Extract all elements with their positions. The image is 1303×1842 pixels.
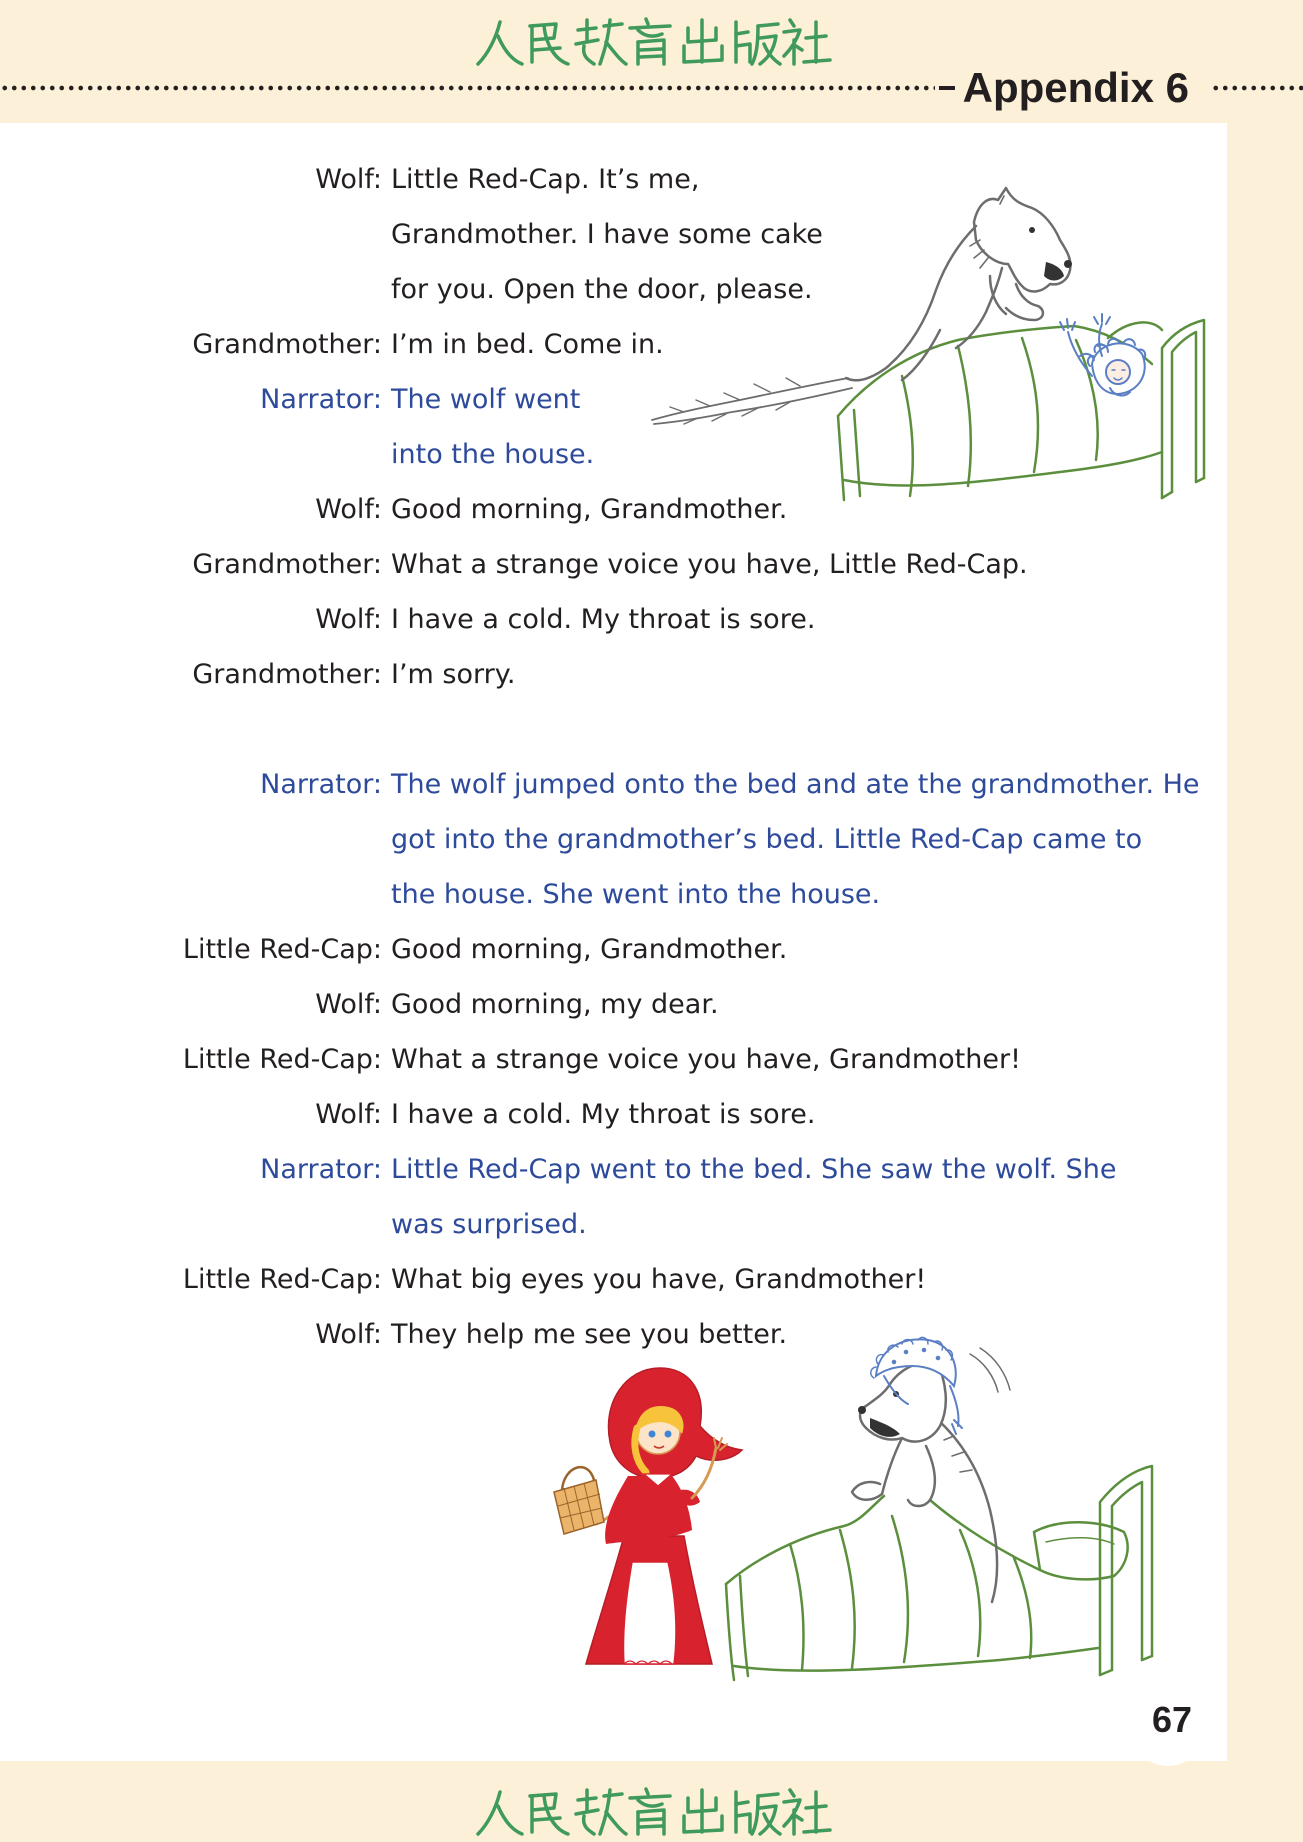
line-text: Good morning, my dear. [391,989,719,1020]
dialogue-line [0,1032,1227,1087]
speaker-label: Grandmother: [192,549,382,580]
speaker-spacer [0,812,382,867]
line-text: was surprised. [391,1209,587,1240]
dialogue-line [0,1252,1227,1307]
basket [554,1467,604,1534]
speaker-spacer [0,427,382,482]
narrator-line [0,812,1227,867]
speaker-label: Little Red-Cap: [182,934,382,965]
rule-dash [939,86,955,90]
narrator-line [0,1142,1227,1197]
publisher-watermark [470,1782,832,1838]
line-text: What a strange voice you have, Grandmother! [391,1044,1021,1075]
line-text: into the house. [391,439,595,470]
speaker-label: Wolf: [315,494,382,525]
dialogue-line [0,647,1227,702]
wolf-grandmother-illustration [640,180,1220,510]
speaker-spacer [0,207,382,262]
line-text: What a strange voice you have, Little Red-Cap. [391,549,1028,580]
wolf [652,188,1070,424]
line-text: the house. She went into the house. [391,879,881,910]
speaker-spacer [0,262,382,317]
wolf [852,1348,1010,1602]
line-text: Grandmother. I have some cake [391,219,823,250]
dialogue-line [0,977,1227,1032]
speaker-label: Wolf: [315,1099,382,1130]
dialogue-line [0,537,1227,592]
speaker-label: Narrator: [260,769,382,800]
dialogue-line [0,592,1227,647]
line-text: got into the grandmother’s bed. Little Red-Cap came to [391,824,1143,855]
speaker-label: Wolf: [315,604,382,635]
page-number: 67 [1151,1699,1192,1740]
line-text: What big eyes you have, Grandmother! [391,1264,927,1295]
speaker-label: Grandmother: [192,659,382,690]
speaker-label: Wolf: [315,989,382,1020]
narrator-line [0,1197,1227,1252]
red-cap-and-wolf-illustration [540,1330,1160,1690]
section-title: Appendix 6 [962,64,1189,111]
line-text: I have a cold. My throat is sore. [391,1099,816,1130]
line-text: Little Red-Cap. It’s me, [391,164,700,195]
line-text: The wolf went [391,384,581,415]
speaker-label: Wolf: [315,164,382,195]
grandmother [1060,314,1145,395]
narrator-line [0,757,1227,812]
line-text: The wolf jumped onto the bed and ate the grandmother. He [391,769,1200,800]
line-text: I have a cold. My throat is sore. [391,604,816,635]
speaker-label: Little Red-Cap: [182,1044,382,1075]
dialogue-block-2 [0,757,1227,1362]
speaker-label: Wolf: [315,1319,382,1350]
dotted-rule-left [0,83,935,93]
line-text: I’m sorry. [391,659,516,690]
line-text: Good morning, Grandmother. [391,494,788,525]
line-text: Good morning, Grandmother. [391,934,788,965]
publisher-watermark [470,12,832,68]
line-text: for you. Open the door, please. [391,274,813,305]
speaker-label: Grandmother: [192,329,382,360]
speaker-label: Little Red-Cap: [182,1264,382,1295]
narrator-line [0,867,1227,922]
line-text: They help me see you better. [391,1319,788,1350]
dotted-rule-right [1211,83,1303,93]
speaker-spacer [0,867,382,922]
speaker-spacer [0,1197,382,1252]
speaker-label: Narrator: [260,1154,382,1185]
line-text: I’m in bed. Come in. [391,329,664,360]
dialogue-line [0,922,1227,977]
little-red-cap [554,1368,742,1664]
dialogue-line [0,1087,1227,1142]
speaker-label: Narrator: [260,384,382,415]
header-rule [0,64,1303,112]
bed [726,1466,1152,1680]
bed [838,320,1204,500]
line-text: Little Red-Cap went to the bed. She saw the wolf. She [391,1154,1117,1185]
